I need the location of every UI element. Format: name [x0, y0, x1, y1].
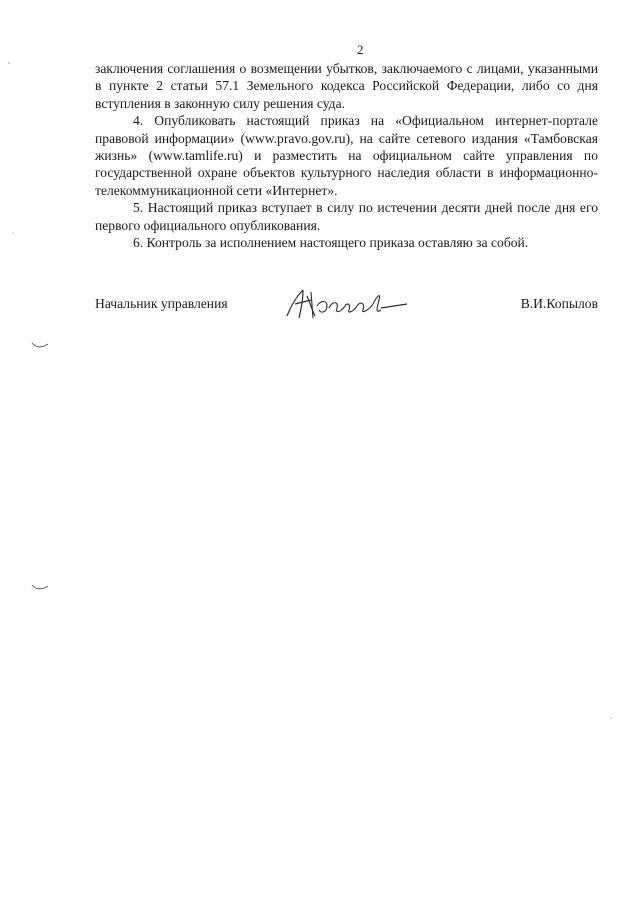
scan-mark-icon	[30, 582, 50, 592]
signature-block	[95, 286, 598, 326]
scan-mark-icon	[30, 340, 50, 350]
paragraph-item-4: 4. Опубликовать настоящий приказ на «Официальном интернет-портале правовой информации» (www.pravo.gov.ru), на сайте сетевого издания «Тамбовская жизнь» (www.tamlife.ru) и разместить на официальном сайте управления по государственной охране объектов культурного наследия области в информационно-телекоммуникационной сети «Интернет».	[95, 113, 598, 198]
signatory-name: В.И.Копылов	[520, 296, 598, 311]
scan-dot-icon	[10, 230, 16, 236]
scan-dot-icon	[608, 715, 614, 721]
paragraph-item-5: 5. Настоящий приказ вступает в силу по истечении десяти дней после дня его первого официального опубликования.	[95, 200, 598, 233]
paragraph-item-6: 6. Контроль за исполнением настоящего приказа оставляю за собой.	[133, 235, 529, 251]
paragraph-continuation: заключения соглашения о возмещении убытков, заключаемого с лицами, указанными в пункте 2 статьи 57.1 Земельного кодекса Российской Федерации, либо со дня вступления в законную силу решения суда.	[95, 61, 598, 111]
scan-dot-icon	[6, 60, 12, 66]
page-number: 2	[357, 42, 364, 57]
handwritten-signature-icon	[281, 286, 411, 322]
signatory-position: Начальник управления	[95, 296, 228, 311]
document-body	[95, 60, 598, 251]
